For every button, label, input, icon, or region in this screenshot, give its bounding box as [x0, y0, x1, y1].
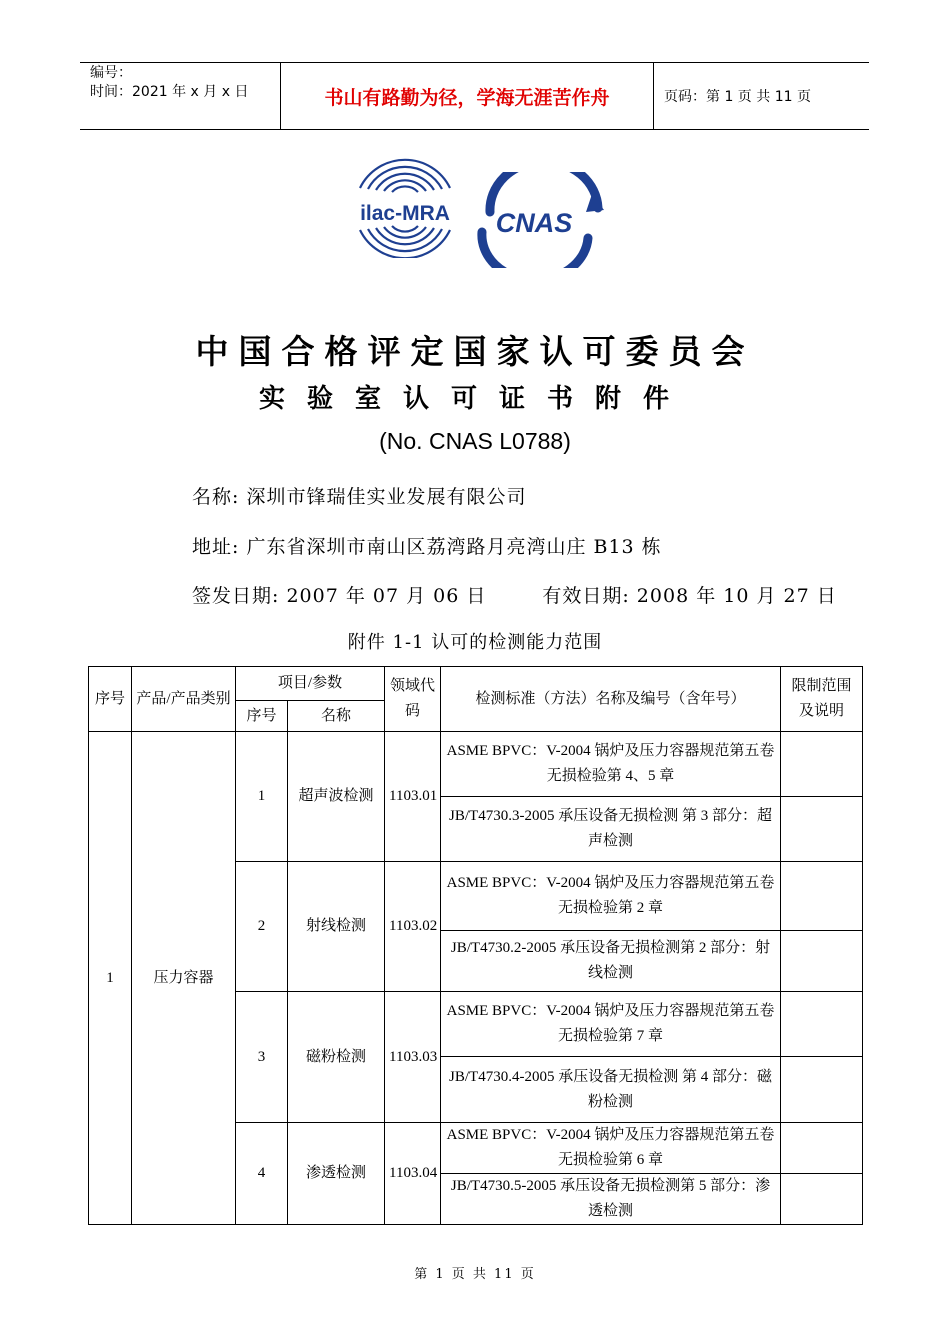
table-row: [89, 732, 863, 797]
header-item-param: 项目/参数: [236, 667, 385, 701]
header-standard: 检测标准（方法）名称及编号（含年号）: [441, 667, 781, 732]
item-limit: [781, 1174, 863, 1225]
item-name: 射线检测: [288, 862, 385, 992]
item-limit: [781, 992, 863, 1057]
cnas-logo: [470, 172, 604, 268]
cnas-logo-text: CNAS: [495, 208, 573, 238]
company-address: 地址: 广东省深圳市南山区荔湾路月亮湾山庄 B13 栋: [192, 536, 662, 558]
item-code: 1103.04: [385, 1123, 441, 1225]
item-standard: JB/T4730.4-2005 承压设备无损检测 第 4 部分：磁粉检测: [441, 1057, 781, 1123]
group-product: 压力容器: [132, 732, 236, 1225]
item-name: 超声波检测: [288, 732, 385, 862]
item-code: 1103.01: [385, 732, 441, 862]
ilac-mra-logo: [346, 158, 464, 258]
page-footer: 第 1 页 共 11 页: [414, 1267, 536, 1282]
dates-line: [192, 581, 837, 608]
company-name: 名称: 深圳市锋瑞佳实业发展有限公司: [192, 486, 527, 508]
scope-table: [88, 666, 863, 1225]
table-header-row: [89, 667, 863, 701]
title-committee: 中国合格评定国家认可委员会: [195, 332, 755, 371]
group-seq: 1: [89, 732, 132, 1225]
header-motto: 书山有路勤为径，学海无涯苦作舟: [280, 63, 654, 129]
item-code: 1103.02: [385, 862, 441, 992]
item-limit: [781, 931, 863, 992]
item-name: 磁粉检测: [288, 992, 385, 1123]
item-standard: ASME BPVC：V-2004 锅炉及压力容器规范第五卷 无损检验第 6 章: [441, 1123, 781, 1174]
page-header: [80, 62, 869, 130]
item-name: 渗透检测: [288, 1123, 385, 1225]
header-product: 产品/产品类别: [132, 667, 236, 732]
item-seq: 2: [236, 862, 288, 992]
number-label: 编号：: [90, 65, 132, 81]
item-code: 1103.03: [385, 992, 441, 1123]
title-certificate-annex: 实验室认可证书附件: [258, 384, 691, 414]
item-standard: JB/T4730.3-2005 承压设备无损检测 第 3 部分：超声检测: [441, 797, 781, 862]
annex-caption: 附件 1-1 认可的检测能力范围: [347, 632, 603, 653]
item-standard: JB/T4730.2-2005 承压设备无损检测第 2 部分：射线检测: [441, 931, 781, 992]
header-limit: 限制范围及说明: [781, 667, 863, 732]
header-domain-code: 领域代码: [385, 667, 441, 732]
item-standard: ASME BPVC：V-2004 锅炉及压力容器规范第五卷 无损检验第 2 章: [441, 862, 781, 931]
header-item-name: 名称: [288, 701, 385, 732]
header-seq: 序号: [89, 667, 132, 732]
ilac-logo-text: ilac-MRA: [360, 202, 450, 225]
issue-date: 签发日期: 2007 年 07 月 06 日: [192, 585, 487, 607]
header-page-info: 页码：第 1 页 共 11 页: [664, 89, 811, 105]
item-limit: [781, 797, 863, 862]
item-limit: [781, 1123, 863, 1174]
valid-date: 有效日期: 2008 年 10 月 27 日: [542, 585, 837, 607]
item-standard: ASME BPVC：V-2004 锅炉及压力容器规范第五卷 无损检验第 4、5 章: [441, 732, 781, 797]
item-seq: 3: [236, 992, 288, 1123]
item-limit: [781, 1057, 863, 1123]
item-standard: JB/T4730.5-2005 承压设备无损检测第 5 部分：渗透检测: [441, 1174, 781, 1225]
item-seq: 1: [236, 732, 288, 862]
item-standard: ASME BPVC：V-2004 锅炉及压力容器规范第五卷 无损检验第 7 章: [441, 992, 781, 1057]
item-limit: [781, 862, 863, 931]
item-seq: 4: [236, 1123, 288, 1225]
item-limit: [781, 732, 863, 797]
header-item-seq: 序号: [236, 701, 288, 732]
header-meta: [80, 63, 280, 129]
title-certificate-number: (No. CNAS L0788): [379, 428, 571, 454]
time-label: 时间：2021 年 x 月 x 日: [90, 84, 249, 100]
